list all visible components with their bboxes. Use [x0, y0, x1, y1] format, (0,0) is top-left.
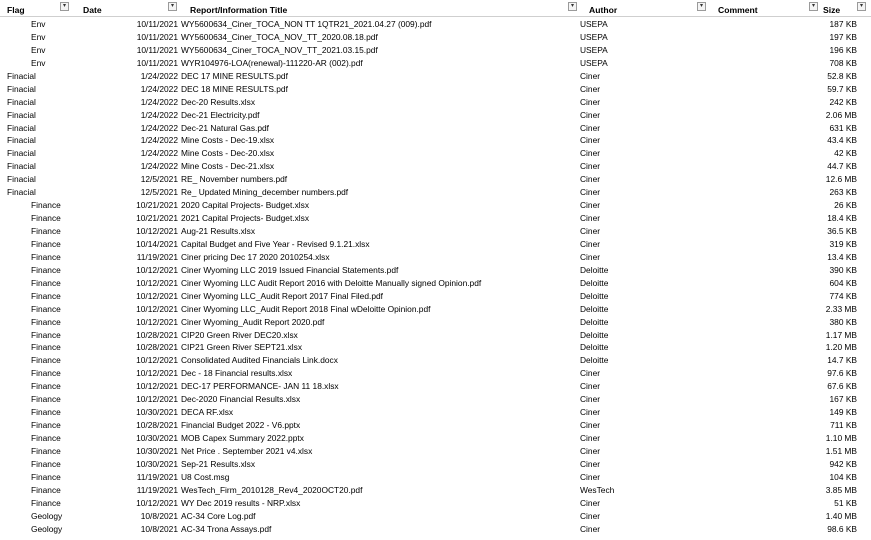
flag-cell: Finance: [31, 484, 61, 495]
table-row[interactable]: [0, 173, 871, 186]
author-cell: Deloitte: [580, 355, 609, 366]
date-cell: 10/11/2021: [136, 57, 178, 68]
author-cell: Ciner: [580, 458, 601, 469]
table-row[interactable]: [0, 458, 871, 471]
date-cell: 10/21/2021: [136, 200, 178, 211]
title-cell[interactable]: Dec - 18 Financial results.xlsx: [181, 368, 293, 379]
table-row[interactable]: [0, 134, 871, 147]
author-cell: Ciner: [580, 381, 601, 392]
title-cell[interactable]: WY Dec 2019 results - NRP.xlsx: [181, 497, 301, 508]
size-cell: 242 KB: [829, 96, 857, 107]
title-cell[interactable]: Consolidated Audited Financials Link.docx: [181, 355, 338, 366]
flag-cell: Finance: [31, 355, 61, 366]
flag-cell: Finance: [31, 200, 61, 211]
title-cell[interactable]: CIP21 Green River SEPT21.xlsx: [181, 342, 303, 353]
size-cell: 1.51 MB: [825, 445, 857, 456]
flag-cell: Geology: [31, 510, 63, 521]
size-cell: 2.33 MB: [825, 303, 857, 314]
table-row[interactable]: [0, 212, 871, 225]
title-dropdown-arrow-icon[interactable]: ▾: [568, 2, 577, 11]
date-cell: 10/28/2021: [136, 420, 178, 431]
flag-cell: Finance: [31, 368, 61, 379]
date-cell: 11/19/2021: [136, 484, 178, 495]
author-cell: Ciner: [580, 109, 601, 120]
author-cell: Ciner: [580, 200, 601, 211]
title-cell[interactable]: Mine Costs - Dec-19.xlsx: [181, 135, 275, 146]
date-cell: 10/11/2021: [136, 19, 178, 29]
table-row[interactable]: [0, 432, 871, 445]
table-row[interactable]: [0, 497, 871, 510]
flag-cell: Finance: [31, 445, 61, 456]
size-cell: 97.6 KB: [827, 368, 857, 379]
table-row[interactable]: [0, 238, 871, 251]
table-row[interactable]: [0, 406, 871, 419]
size-cell: 12.6 MB: [825, 174, 857, 185]
author-cell: Ciner: [580, 368, 601, 379]
flag-cell: Finance: [31, 303, 61, 314]
date-cell: 10/12/2021: [136, 497, 178, 508]
author-cell: Ciner: [580, 135, 601, 146]
flag-cell: Finance: [31, 497, 61, 508]
title-cell[interactable]: WesTech_Firm_2010128_Rev4_2020OCT20.pdf: [181, 484, 363, 495]
table-row[interactable]: [0, 316, 871, 329]
table-row[interactable]: [0, 329, 871, 342]
title-cell[interactable]: Net Price . September 2021 v4.xlsx: [181, 445, 313, 456]
table-row[interactable]: [0, 44, 871, 57]
table-row[interactable]: [0, 251, 871, 264]
author-cell: Ciner: [580, 523, 601, 534]
flag-cell: Finacial: [7, 109, 36, 120]
table-row[interactable]: [0, 83, 871, 96]
flag-cell: Finance: [31, 290, 61, 301]
table-row[interactable]: [0, 445, 871, 458]
flag-cell: Finance: [31, 471, 61, 482]
title-cell[interactable]: WY5600634_Ciner_TOCA_NON TT 1QTR21_2021.04.27 (009).pdf: [181, 19, 432, 29]
size-cell: 67.6 KB: [827, 381, 857, 392]
table-row[interactable]: [0, 18, 871, 31]
author-cell: Ciner: [580, 510, 601, 521]
title-cell[interactable]: DEC 18 MINE RESULTS.pdf: [181, 83, 288, 94]
flag-cell: Finance: [31, 264, 61, 275]
title-cell[interactable]: 2021 Capital Projects- Budget.xlsx: [181, 213, 310, 224]
author-cell: USEPA: [580, 44, 608, 55]
date-cell: 10/8/2021: [140, 523, 178, 534]
author-cell: Ciner: [580, 497, 601, 508]
flag-cell: Finacial: [7, 70, 36, 81]
author-cell: Deloitte: [580, 290, 609, 301]
size-cell: 1.40 MB: [825, 510, 857, 521]
date-cell: 12/5/2021: [140, 187, 178, 198]
date-cell: 1/24/2022: [140, 135, 178, 146]
size-cell: 149 KB: [829, 407, 857, 418]
table-row[interactable]: [0, 147, 871, 160]
date-cell: 1/24/2022: [140, 96, 178, 107]
size-cell: 711 KB: [830, 420, 857, 431]
size-cell: 942 KB: [829, 458, 857, 469]
size-cell: 42 KB: [834, 148, 857, 159]
date-cell: 10/11/2021: [136, 31, 178, 42]
date-cell: 10/30/2021: [136, 407, 178, 418]
table-row[interactable]: [0, 225, 871, 238]
title-cell[interactable]: DECA RF.xlsx: [181, 407, 234, 418]
date-cell: 10/30/2021: [136, 458, 178, 469]
size-cell: 1.20 MB: [825, 342, 857, 353]
title-cell[interactable]: Dec-20 Results.xlsx: [181, 96, 256, 107]
flag-cell: Finacial: [7, 96, 36, 107]
table-row[interactable]: [0, 510, 871, 523]
date-cell: 1/24/2022: [140, 83, 178, 94]
table-row[interactable]: [0, 264, 871, 277]
flag-cell: Finance: [31, 329, 61, 340]
title-cell[interactable]: DEC 17 MINE RESULTS.pdf: [181, 70, 288, 81]
author-cell: Ciner: [580, 174, 601, 185]
author-cell: Deloitte: [580, 277, 609, 288]
author-cell: Ciner: [580, 83, 601, 94]
flag-cell: Finacial: [7, 174, 36, 185]
table-row[interactable]: [0, 367, 871, 380]
flag-cell: Finance: [31, 394, 61, 405]
author-cell: Ciner: [580, 420, 601, 431]
author-cell: Ciner: [580, 394, 601, 405]
header-divider: [0, 16, 871, 17]
table-row[interactable]: [0, 354, 871, 367]
column-header-flag: Flag: [7, 5, 25, 15]
table-row[interactable]: [0, 109, 871, 122]
title-cell[interactable]: WY5600634_Ciner_TOCA_NOV_TT_2020.08.18.pdf: [181, 31, 378, 42]
size-cell: 263 KB: [829, 187, 857, 198]
flag-cell: Finacial: [7, 83, 36, 94]
author-dropdown-arrow-icon[interactable]: ▾: [697, 2, 706, 11]
flag-cell: Finance: [31, 213, 61, 224]
title-cell[interactable]: DEC-17 PERFORMANCE- JAN 11 18.xlsx: [181, 381, 339, 392]
size-cell: 3.85 MB: [825, 484, 857, 495]
author-cell: Ciner: [580, 161, 601, 172]
size-cell: 18.4 KB: [827, 213, 857, 224]
date-cell: 10/12/2021: [136, 303, 178, 314]
author-cell: USEPA: [580, 19, 608, 29]
table-row[interactable]: [0, 186, 871, 199]
title-cell[interactable]: Capital Budget and Five Year - Revised 9.1.21.xlsx: [181, 238, 370, 249]
table-row[interactable]: [0, 303, 871, 316]
table-row[interactable]: [0, 57, 871, 70]
author-cell: Ciner: [580, 433, 601, 443]
author-cell: Ciner: [580, 238, 601, 249]
date-cell: 1/24/2022: [140, 161, 178, 172]
table-row[interactable]: [0, 70, 871, 83]
flag-cell: Finacial: [7, 122, 36, 133]
table-row[interactable]: [0, 341, 871, 354]
size-cell: 380 KB: [829, 316, 857, 327]
title-cell[interactable]: Dec-2020 Financial Results.xlsx: [181, 394, 301, 405]
table-row[interactable]: [0, 31, 871, 44]
date-cell: 10/30/2021: [136, 433, 178, 443]
size-cell: 2.06 MB: [825, 109, 857, 120]
date-cell: 10/28/2021: [136, 342, 178, 353]
title-cell[interactable]: Ciner Wyoming LLC_Audit Report 2018 Final wDeloitte Opinion.pdf: [181, 303, 431, 314]
date-cell: 10/12/2021: [136, 368, 178, 379]
size-dropdown-arrow-icon[interactable]: ▾: [857, 2, 866, 11]
flag-cell: Finacial: [7, 161, 36, 172]
flag-cell: Finance: [31, 316, 61, 327]
flag-cell: Finance: [31, 277, 61, 288]
author-cell: Ciner: [580, 251, 601, 262]
title-cell[interactable]: WY5600634_Ciner_TOCA_NOV_TT_2021.03.15.pdf: [181, 44, 378, 55]
title-cell[interactable]: Ciner Wyoming LLC 2019 Issued Financial Statements.pdf: [181, 264, 399, 275]
table-row[interactable]: [0, 484, 871, 497]
comment-dropdown-arrow-icon[interactable]: ▾: [809, 2, 818, 11]
size-cell: 631 KB: [829, 122, 857, 133]
size-cell: 1.17 MB: [825, 329, 857, 340]
table-row[interactable]: [0, 160, 871, 173]
size-cell: 51 KB: [834, 497, 857, 508]
flag-cell: Finance: [31, 407, 61, 418]
table-row[interactable]: [0, 393, 871, 406]
date-cell: 10/12/2021: [136, 381, 178, 392]
title-cell[interactable]: Re_ Updated Mining_december numbers.pdf: [181, 187, 349, 198]
table-row[interactable]: [0, 122, 871, 135]
flag-cell: Env: [31, 44, 46, 55]
file-table: [0, 18, 871, 536]
author-cell: Ciner: [580, 70, 601, 81]
author-cell: Ciner: [580, 407, 601, 418]
table-row[interactable]: [0, 471, 871, 484]
table-row[interactable]: [0, 277, 871, 290]
date-cell: 12/5/2021: [140, 174, 178, 185]
flag-cell: Finacial: [7, 187, 36, 198]
title-cell[interactable]: Dec-21 Natural Gas.pdf: [181, 122, 269, 133]
flag-cell: Finance: [31, 458, 61, 469]
date-cell: 10/21/2021: [136, 213, 178, 224]
column-header-date: Date: [83, 5, 102, 15]
size-cell: 774 KB: [829, 290, 857, 301]
author-cell: Deloitte: [580, 316, 609, 327]
title-cell[interactable]: Aug-21 Results.xlsx: [181, 226, 256, 236]
size-cell: 26 KB: [834, 200, 857, 211]
flag-cell: Geology: [31, 523, 63, 534]
flag-cell: Finance: [31, 226, 61, 236]
date-cell: 10/12/2021: [136, 277, 178, 288]
date-cell: 11/19/2021: [136, 471, 178, 482]
author-cell: Ciner: [580, 213, 601, 224]
size-cell: 708 KB: [829, 57, 857, 68]
flag-cell: Finance: [31, 251, 61, 262]
title-cell[interactable]: CIP20 Green River DEC20.xlsx: [181, 329, 298, 340]
size-cell: 104 KB: [829, 471, 857, 482]
size-cell: 604 KB: [829, 277, 857, 288]
title-cell[interactable]: Ciner Wyoming LLC_Audit Report 2017 Final Filed.pdf: [181, 290, 383, 301]
table-row[interactable]: [0, 199, 871, 212]
author-cell: Deloitte: [580, 264, 609, 275]
flag-cell: Finance: [31, 381, 61, 392]
date-dropdown-arrow-icon[interactable]: ▾: [168, 2, 177, 11]
size-cell: 36.5 KB: [827, 226, 857, 236]
title-cell[interactable]: Mine Costs - Dec-21.xlsx: [181, 161, 275, 172]
filter-active-icon[interactable]: ▾: [60, 2, 69, 11]
size-cell: 390 KB: [829, 264, 857, 275]
title-cell[interactable]: MOB Capex Summary 2022.pptx: [181, 433, 304, 443]
column-header-comment: Comment: [718, 5, 758, 15]
column-header-size: Size: [823, 5, 841, 15]
size-cell: 187 KB: [829, 19, 857, 29]
title-cell[interactable]: Sep-21 Results.xlsx: [181, 458, 256, 469]
date-cell: 10/28/2021: [136, 329, 178, 340]
date-cell: 10/11/2021: [136, 44, 178, 55]
title-cell[interactable]: Ciner pricing Dec 17 2020 2010254.xlsx: [181, 251, 330, 262]
author-cell: Ciner: [580, 445, 601, 456]
title-cell[interactable]: U8 Cost.msg: [181, 471, 230, 482]
author-cell: WesTech: [580, 484, 615, 495]
date-cell: 10/12/2021: [136, 264, 178, 275]
date-cell: 1/24/2022: [140, 148, 178, 159]
column-header-author: Author: [589, 5, 618, 15]
flag-cell: Finacial: [7, 135, 36, 146]
table-row[interactable]: [0, 96, 871, 109]
author-cell: Ciner: [580, 226, 601, 236]
author-cell: USEPA: [580, 31, 608, 42]
size-cell: 52.8 KB: [827, 70, 857, 81]
date-cell: 10/12/2021: [136, 316, 178, 327]
date-cell: 1/24/2022: [140, 70, 178, 81]
size-cell: 59.7 KB: [827, 83, 857, 94]
date-cell: 10/8/2021: [140, 510, 178, 521]
author-cell: Ciner: [580, 122, 601, 133]
flag-cell: Finance: [31, 342, 61, 353]
date-cell: 10/12/2021: [136, 355, 178, 366]
title-cell[interactable]: Ciner Wyoming LLC Audit Report 2016 with Deloitte Manually signed Opinion.pdf: [181, 277, 482, 288]
size-cell: 14.7 KB: [827, 355, 857, 366]
author-cell: Deloitte: [580, 329, 609, 340]
size-cell: 167 KB: [829, 394, 857, 405]
date-cell: 10/12/2021: [136, 290, 178, 301]
title-cell[interactable]: WYR104976-LOA(renewal)-111220-AR (002).pdf: [181, 57, 363, 68]
table-row[interactable]: [0, 419, 871, 432]
title-cell[interactable]: Ciner Wyoming_Audit Report 2020.pdf: [181, 316, 325, 327]
author-cell: Ciner: [580, 148, 601, 159]
date-cell: 10/12/2021: [136, 226, 178, 236]
size-cell: 43.4 KB: [827, 135, 857, 146]
author-cell: Ciner: [580, 187, 601, 198]
title-cell[interactable]: 2020 Capital Projects- Budget.xlsx: [181, 200, 310, 211]
title-cell[interactable]: AC-34 Core Log.pdf: [181, 510, 256, 521]
size-cell: 319 KB: [829, 238, 857, 249]
flag-cell: Finance: [31, 238, 61, 249]
size-cell: 13.4 KB: [827, 251, 857, 262]
author-cell: Ciner: [580, 471, 601, 482]
date-cell: 11/19/2021: [136, 251, 178, 262]
flag-cell: Env: [31, 19, 46, 29]
date-cell: 1/24/2022: [140, 109, 178, 120]
author-cell: Ciner: [580, 96, 601, 107]
size-cell: 98.6 KB: [827, 523, 857, 534]
flag-cell: Env: [31, 31, 46, 42]
flag-cell: Finacial: [7, 148, 36, 159]
author-cell: Deloitte: [580, 342, 609, 353]
table-header-row: [0, 0, 871, 17]
title-cell[interactable]: Financial Budget 2022 - V6.pptx: [181, 420, 301, 431]
table-row[interactable]: [0, 380, 871, 393]
date-cell: 10/12/2021: [136, 394, 178, 405]
title-cell[interactable]: Mine Costs - Dec-20.xlsx: [181, 148, 275, 159]
title-cell[interactable]: Dec-21 Electricity.pdf: [181, 109, 260, 120]
size-cell: 1.10 MB: [825, 433, 857, 443]
author-cell: USEPA: [580, 57, 608, 68]
size-cell: 44.7 KB: [827, 161, 857, 172]
size-cell: 197 KB: [829, 31, 857, 42]
flag-cell: Env: [31, 57, 46, 68]
title-cell[interactable]: RE_ November numbers.pdf: [181, 174, 288, 185]
table-row[interactable]: [0, 523, 871, 536]
title-cell[interactable]: AC-34 Trona Assays.pdf: [181, 523, 272, 534]
date-cell: 10/30/2021: [136, 445, 178, 456]
author-cell: Deloitte: [580, 303, 609, 314]
column-header-title: Report/Information Title: [190, 5, 288, 15]
table-row[interactable]: [0, 290, 871, 303]
flag-cell: Finance: [31, 433, 61, 443]
date-cell: 1/24/2022: [140, 122, 178, 133]
flag-cell: Finance: [31, 420, 61, 431]
size-cell: 196 KB: [829, 44, 857, 55]
date-cell: 10/14/2021: [136, 238, 178, 249]
